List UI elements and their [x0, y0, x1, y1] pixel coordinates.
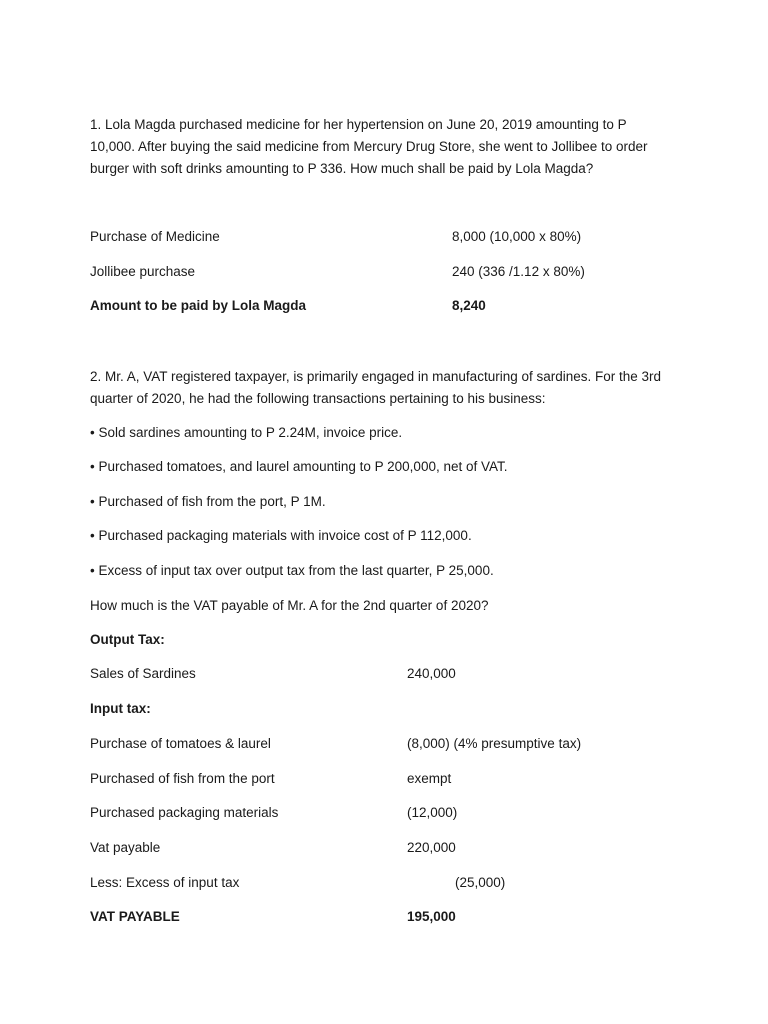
question-2-text: 2. Mr. A, VAT registered taxpayer, is primarily engaged in manufacturing of sardines. For the 3rd quarter of 2020, he had the following transactions pertaining to his business: — [90, 369, 662, 406]
q2-row-label: Vat payable — [90, 840, 161, 855]
q1-row-label: Jollibee purchase — [90, 264, 196, 279]
q2-bullet-item: • Excess of input tax over output tax from the last quarter, P 25,000. — [90, 563, 494, 578]
q2-bullet-item: • Purchased tomatoes, and laurel amounting to P 200,000, net of VAT. — [90, 459, 508, 474]
q1-total-label: Amount to be paid by Lola Magda — [90, 298, 306, 313]
q2-row-label: Less: Excess of input tax — [90, 875, 240, 890]
q2-row-label: Purchase of tomatoes & laurel — [90, 736, 271, 751]
input-tax-heading: Input tax: — [90, 701, 151, 716]
q1-row-total — [0, 297, 768, 315]
output-tax-heading: Output Tax: — [90, 632, 165, 647]
q1-row-value: 240 (336 /1.12 x 80%) — [452, 264, 585, 279]
q1-row-value: 8,000 (10,000 x 80%) — [452, 229, 582, 244]
q2-row-label: Purchased of fish from the port — [90, 771, 275, 786]
q2-row-total — [0, 908, 768, 926]
q2-row-value: (8,000) (4% presumptive tax) — [407, 736, 582, 751]
q2-bullet-item: • Purchased of fish from the port, P 1M. — [90, 494, 326, 509]
q2-bullet-item: • Purchased packaging materials with invoice cost of P 112,000. — [90, 528, 472, 543]
vat-payable-total-label: VAT PAYABLE — [90, 909, 180, 924]
q1-row-medicine — [0, 228, 768, 246]
q1-total-value: 8,240 — [452, 298, 486, 313]
q2-row-fish — [0, 770, 768, 788]
q2-bullet-item: • Sold sardines amounting to P 2.24M, invoice price. — [90, 425, 403, 440]
q1-row-jollibee — [0, 263, 768, 281]
q2-row-value: (12,000) — [407, 805, 458, 820]
q2-prompt: How much is the VAT payable of Mr. A for the 2nd quarter of 2020? — [90, 598, 489, 613]
vat-payable-total-value: 195,000 — [407, 909, 456, 924]
question-1-text: 1. Lola Magda purchased medicine for her hypertension on June 20, 2019 amounting to P 10,000. After buying the said medicine from Mercury Drug Store, she went to Jollibee to order burger with soft drinks amounting to P 336. How much shall be paid by Lola Magda? — [90, 117, 648, 176]
q2-row-label: Sales of Sardines — [90, 666, 196, 681]
q2-row-value: (25,000) — [455, 875, 506, 890]
q2-row-label: Purchased packaging materials — [90, 805, 279, 820]
q2-row-excess-input — [0, 874, 768, 892]
q1-row-label: Purchase of Medicine — [90, 229, 220, 244]
q2-row-vat-payable — [0, 839, 768, 857]
q2-row-value: 220,000 — [407, 840, 456, 855]
q2-row-packaging — [0, 804, 768, 822]
q2-row-tomatoes — [0, 735, 768, 753]
q2-row-value: 240,000 — [407, 666, 456, 681]
q2-row-value: exempt — [407, 771, 452, 786]
q2-row-sales — [0, 665, 768, 683]
